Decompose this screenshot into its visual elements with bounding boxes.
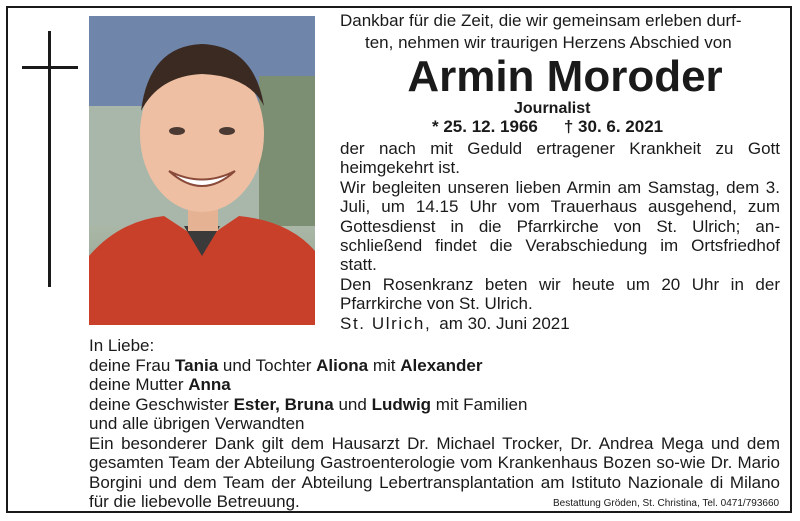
body-paragraph-3: Den Rosenkranz beten wir heute um 20 Uhr in der Pfarrkirche von St. Ulrich. [340,274,780,314]
deceased-name: Armin Moroder [407,52,723,101]
intro-line-2: ten, nehmen wir traurigen Herzens Abschied von [365,33,732,52]
intro-line-1: Dankbar für die Zeit, die wir gemeinsam erleben durf- [340,11,742,30]
cross-vertical-bar [48,31,51,287]
profession: Journalist [514,100,591,117]
cross-horizontal-bar [22,66,78,69]
family-heading: In Liebe: [89,336,155,355]
death-date: † 30. 6. 2021 [563,117,664,136]
family-line-wife: deine Frau Tania und Tochter Aliona mit Alexander [89,355,483,375]
mourners-list [89,336,527,434]
place: St. Ulrich, [340,314,432,333]
thanks-text: Ein besonderer Dank gilt dem Hausarzt Dr. Michael Trocker, Dr. Andrea Mega und dem gesamten Team der Abteilung Gastroenterologie vom Krankenhaus Bozen so-wie Dr. Mario Borgini und dem Team der Abteilung Lebertransplantation am Istituto Nazionale di Milano für die liebevolle Betreuung. [89,434,780,512]
funeral-home-footer: Bestattung Gröden, St. Christina, Tel. 0471/793660 [553,498,780,509]
family-line-siblings: deine Geschwister Ester, Bruna und Ludwig mit Familien [89,394,528,414]
body-paragraph-2: Wir begleiten unseren lieben Armin am Samstag, dem 3. Juli, um 14.15 Uhr vom Trauerhaus ausgehend, zum Gottesdienst in die Pfarrkirche von St. Ulrich; an-schließend findet die Verabschiedung im Ortsfriedhof statt. [340,177,780,275]
body-paragraph-1: der nach mit Geduld ertragener Krankheit zu Gott heimgekehrt ist. [340,139,780,178]
portrait-photo [89,16,315,325]
life-dates [432,117,663,137]
family-line-relatives: und alle übrigen Verwandten [89,414,305,434]
date: am 30. Juni 2021 [439,314,570,333]
family-line-mother: deine Mutter Anna [89,375,231,395]
place-date [340,314,570,334]
birth-date: * 25. 12. 1966 [432,117,538,136]
announcement-text [340,139,780,314]
